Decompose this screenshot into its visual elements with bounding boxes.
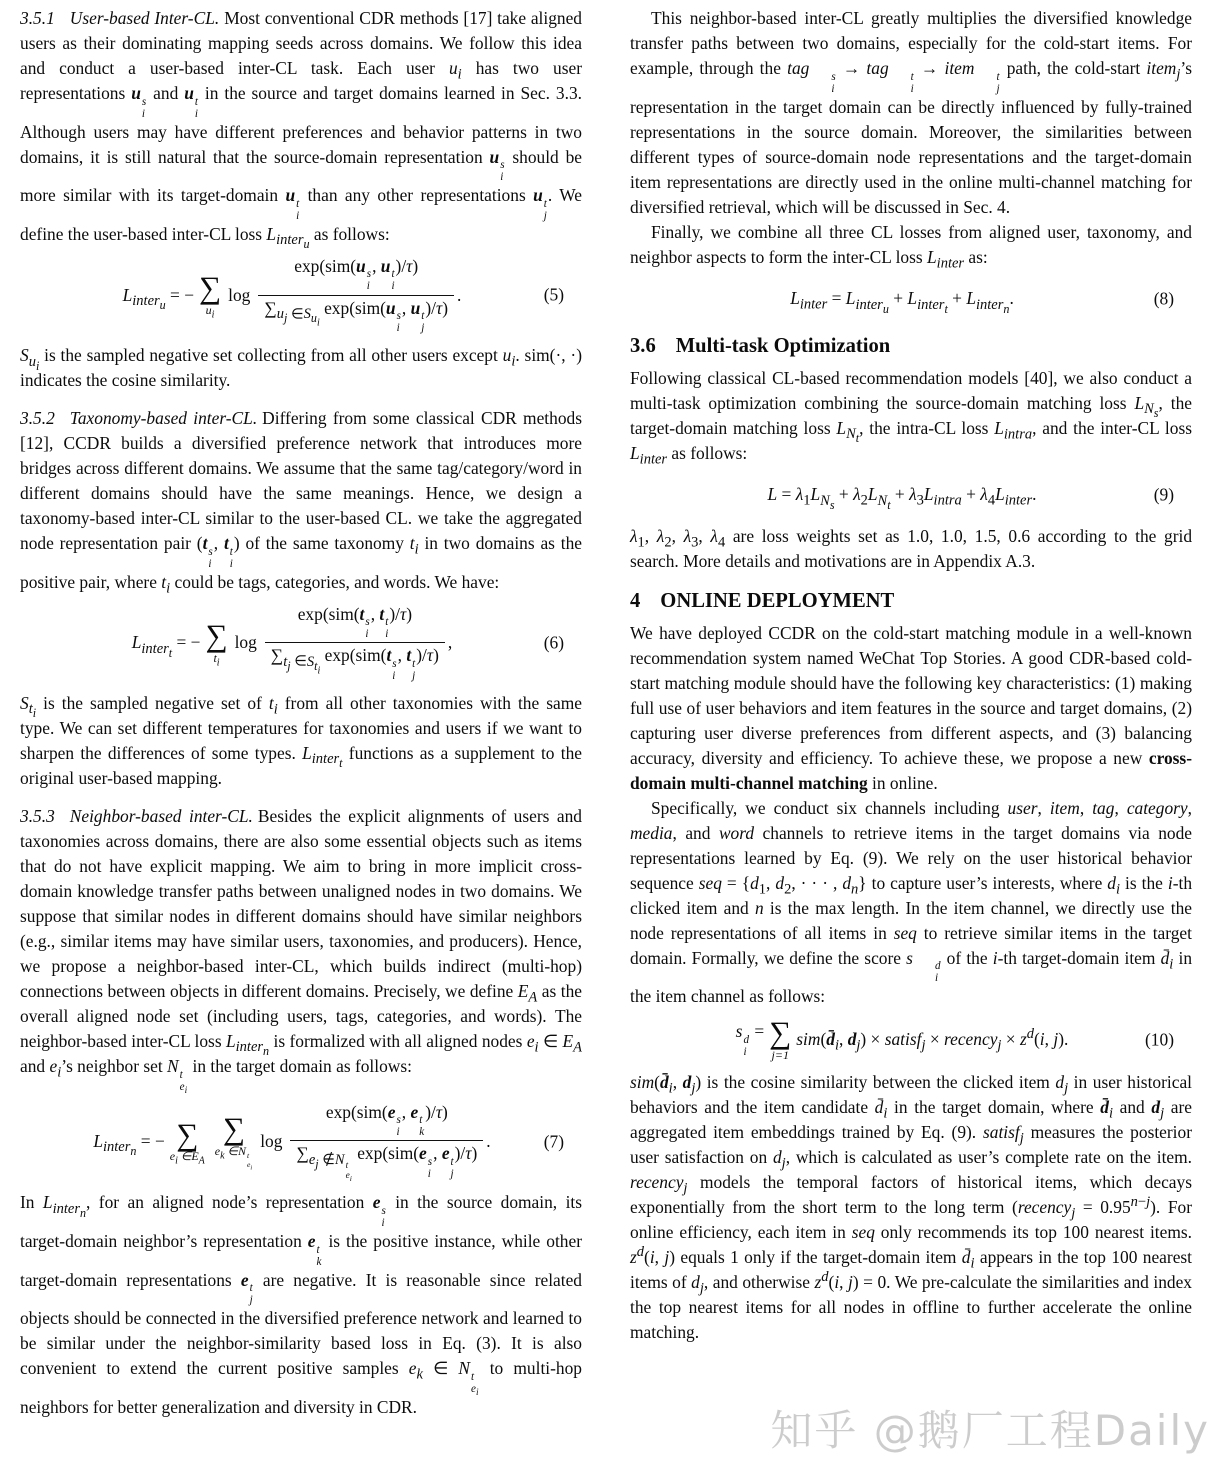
summation-symbol-inner: ∑ $e_k$ ∈N t $e_i$ bbox=[214, 1111, 253, 1172]
fraction: exp(sim(t s i , t t i )/τ) $\sum_{t_j \in S_{t_i}}$ exp(sim(t s i , t t j )/τ) bbox=[265, 604, 445, 682]
equation-lhs: s d i = bbox=[735, 1021, 765, 1059]
equation-tail: . bbox=[457, 284, 462, 305]
equation-8 bbox=[630, 279, 1174, 319]
equation-number: (6) bbox=[543, 632, 564, 653]
fraction: exp(sim(e s i , e t k )/τ) $\sum_{e_j \notin N t e_i}$ exp(sim(e s i , e t j )/τ) bbox=[290, 1102, 483, 1182]
summation-symbol-outer: ∑ $e_i$ $\in E_A$ bbox=[169, 1116, 205, 1167]
subsection-body-text: Besides the explicit alignments of users and taxonomies across domains, there are also some essential objects such as items that do not have explicit mapping. We aim to bring in more implicit cross-domain knowledge transfer paths between unaligned nodes in two domains. We suppose that similar nodes in different domains should have similar neighbors (e.g., similar items may have similar users, taxonomies, and producers). Hence, we propose a neighbor-based inter-CL, which builds indirect (multi-hop) connections between objects in different domains. Precisely, we define $E_A$ as the overall aligned node set (including users, tags, categories, and words). The neighbor-based inter-CL loss $L_{inter_n}$ is formalized with all aligned nodes $e_i$ ∈ $E_A$ and $e_i’s$ neighbor set N t $e_i$ in the target domain as follows: bbox=[20, 806, 582, 1096]
equation-7 bbox=[20, 1102, 564, 1182]
section-3-6-heading bbox=[630, 335, 1192, 358]
equation-body bbox=[93, 1102, 490, 1182]
paragraph-deployment: We have deployed CCDR on the cold-start matching module in a well-known recommendation system named WeChat Top Stories. A good CDR-based cold-start matching module should have the following key characteristics: (1) making full use of user behaviors and item features in the source and target domains, (2) capturing user diverse preferences from different aspects, and (3) balancing accuracy, diversity and efficiency. To achieve these, we propose a new cross-domain multi-channel matching in online. bbox=[630, 622, 1192, 793]
equation-number: (8) bbox=[1153, 288, 1174, 309]
section-number: 4 bbox=[630, 589, 641, 612]
equation-tail: , bbox=[447, 632, 453, 653]
equation-lhs: $L_{inter_t}$ = − bbox=[131, 632, 201, 660]
equation-body bbox=[735, 1015, 1069, 1062]
fraction: exp(sim(u s i , u t i )/τ) $\sum_{u_j \in S_{u_i}}$ exp(sim(u s i , u t j )/τ) bbox=[258, 256, 454, 334]
paragraph-sim-explanation: $sim(d̄_i$, $d_j$) is the cosine similarity between the clicked item $d_j$ in user historical behaviors and the item candidate $d̄_i$ in the target domain, where $d̄_i$ and $d_j$ are aggregated item embeddings trained by Eq. (9). satisf$_j$ measures the posterior user satisfaction on $d_j$, which is calculated as user’s complete rate on the item. recency$_j$ models the temporal factors of historical items, which decays exponentially from the short term to the long term (recency$_j$ = $0.95^{n-j}$). For online efficiency, each item in seq only recommends its top 100 nearest items. $z^d(i$, j) equals 1 only if the target-domain item $d̄_i$ appears in the top 100 nearest items of $d_j$, and otherwise $z^d(i$, j) = 0. We pre-calculate the similarities and index the top nearest items for all nodes in offline to further accelerate the online matching. bbox=[630, 1072, 1193, 1343]
subsection-number: 3.5.1 bbox=[20, 8, 55, 28]
summation-symbol: ∑ j=1 bbox=[769, 1015, 792, 1062]
section-title: Multi-task Optimization bbox=[675, 334, 891, 357]
equation-tail: . bbox=[486, 1131, 491, 1151]
right-column bbox=[630, 6, 1192, 1420]
equation-body bbox=[132, 604, 453, 682]
equation-body bbox=[123, 256, 462, 334]
paragraph-finally: Finally, we combine all three CL losses from aligned user, taxonomy, and neighbor aspects to form the inter-CL loss $L_{inter}$ as: bbox=[630, 221, 1192, 272]
paragraph-lambda-weights: $\lambda_1$, $\lambda_2$, $\lambda_3$, $\lambda_4$ are loss weights set as 1.0, 1.0, 1.5, 0.6 according to the grid search. More details and motivations are in Appendix A.3. bbox=[630, 525, 1193, 571]
zhihu-watermark: 知乎 @鹅厂工程Daily bbox=[770, 1406, 1210, 1455]
subsection-title: User-based Inter-CL. bbox=[69, 8, 220, 28]
equation-body: $L = \lambda_1L_{N_s} + \lambda_2L_{N_t} + \lambda_3L_{intra} + \lambda_4L_{inter}$. bbox=[767, 484, 1037, 512]
subsection-title: Taxonomy-based inter-CL. bbox=[69, 408, 258, 429]
section-title: ONLINE DEPLOYMENT bbox=[660, 589, 895, 612]
summation-symbol: ∑ $t_i$ bbox=[205, 618, 228, 669]
subsection-number: 3.5.2 bbox=[20, 408, 55, 429]
equation-number: (5) bbox=[543, 284, 564, 305]
paragraph-six-channels: Specifically, we conduct six channels including user, item, tag, category, media, and word channels to retrieve items in the target domains via node representations learned by Eq. (9). We rely on the user historical behavior sequence seq = {$d_1$, $d_2$, · · · , $d_n$} to capture user’s interests, where $d_i$ is the i-th clicked item and n is the max length. In the item channel, we directly use the node representations of all items in seq to retrieve similar items in the target domain. Formally, we define the score s d i of the i-th target-domain item $d̄_i$ in the item channel as follows: bbox=[630, 797, 1193, 1007]
log-operator: log bbox=[234, 632, 257, 653]
left-column bbox=[20, 6, 582, 1420]
equation-6 bbox=[20, 604, 564, 682]
log-operator: log bbox=[228, 284, 251, 305]
equation-9 bbox=[630, 475, 1174, 515]
paragraph-after-eq7: In $L_{inter_n}$, for an aligned node’s representation e s i in the source domain, its target-domain neighbor’s representation e t k is the positive instance, while other target-domain representations e t j are negative. It is reasonable since related objects should be connected in the diversified preference network and learned to be similar under the neighbor-similarity based loss in Eq. (3). It is also convenient to extend the current positive samples $e_k$ ∈ N t $e_i$ to multi-hop neighbors for better generalization and diversity in CDR. bbox=[20, 1192, 583, 1417]
equation-body: $L_{inter} = L_{inter_u} + L_{inter_t} + L_{inter_n}$. bbox=[790, 288, 1014, 316]
log-operator: log bbox=[260, 1131, 283, 1151]
paragraph-after-eq6: $S_{t_i}$ is the sampled negative set of $t_i$ from all other taxonomies with the same type. We can set different temperatures for taxonomies and users if we want to sharpen the differences of some types. $L_{inter_t}$ functions as a supplement to the original user-based mapping. bbox=[20, 693, 583, 788]
equation-10 bbox=[630, 1015, 1174, 1062]
paragraph-neighbor-intercl: This neighbor-based inter-CL greatly multiplies the diversified knowledge transfer paths between two domains, especially for the cold-start items. For example, through the tag s i → tag t i → item t j path, the cold-start item$_j$’s representation in the target domain can be directly influenced by fully-trained representations in the source domain. Moreover, the similarities between different types of source-domain node representations and the target-domain item representations are directly used in the online multi-channel matching for diversified retrieval, which will be discussed in Sec. 4. bbox=[630, 8, 1192, 217]
subsection-body-text: Most conventional CDR methods [17] take aligned users as their dominating mapping seeds across domains. We follow this idea and conduct a user-based inter-CL task. Each user $u_i$ has two user representations u s i and u t i in the source and target domains learned in Sec. 3.3. Although users may have different preferences and behavior patterns in two domains, it is still natural that the source-domain representation u s i should be more similar with its target-domain u t i than any other representations u t j . We define the user-based inter-CL loss $L_{inter_u}$ as follows: bbox=[20, 8, 583, 252]
equation-lhs: $L_{inter_u}$ = − bbox=[122, 284, 195, 312]
section-4-heading bbox=[630, 590, 1192, 613]
equation-number: (10) bbox=[1145, 1029, 1174, 1050]
section-3-5-2-paragraph bbox=[20, 406, 582, 595]
summation-symbol: ∑ $u_i$ bbox=[199, 270, 222, 321]
section-number: 3.6 bbox=[630, 334, 656, 357]
equation-number: (7) bbox=[543, 1131, 564, 1151]
subsection-title: Neighbor-based inter-CL. bbox=[69, 806, 253, 826]
equation-lhs: $L_{inter_n}$ = − bbox=[93, 1131, 165, 1159]
paragraph-after-eq5: $S_{u_i}$ is the sampled negative set collecting from all other users except $u_i$. sim(·, ·) indicates the cosine similarity. bbox=[20, 345, 582, 391]
section-3-5-3-paragraph bbox=[20, 804, 582, 1096]
subsection-number: 3.5.3 bbox=[20, 806, 55, 826]
section-3-5-1-paragraph bbox=[20, 6, 583, 252]
paragraph-multitask: Following classical CL-based recommendation models [40], we also conduct a multi-task optimization combining the source-domain matching loss $L_{N_s}$, the target-domain matching loss $L_{N_t}$, the intra-CL loss $L_{intra}$, and the inter-CL loss $L_{inter}$ as follows: bbox=[630, 367, 1192, 468]
equation-rhs: $sim(d̄_i$, $d_j$) × satisf$_j$ × recency$_j$ × $z^d(i$, j). bbox=[796, 1026, 1069, 1054]
subsection-body-text: Differing from some classical CDR methods [12], CCDR builds a diversified preference network that introduces more bridges across different domains. We assume that the same tag/category/word in different domains should have the same meanings. Hence, we design a taxonomy-based inter-CL similar to the user-based CL. we take the aggregated node representation pair (t s i , t t i ) of the same taxonomy $t_i$ in two domains as the positive pair, where $t_i$ could be tags, categories, and words. We have: bbox=[20, 408, 582, 597]
equation-number: (9) bbox=[1153, 484, 1174, 505]
equation-5 bbox=[20, 256, 564, 334]
